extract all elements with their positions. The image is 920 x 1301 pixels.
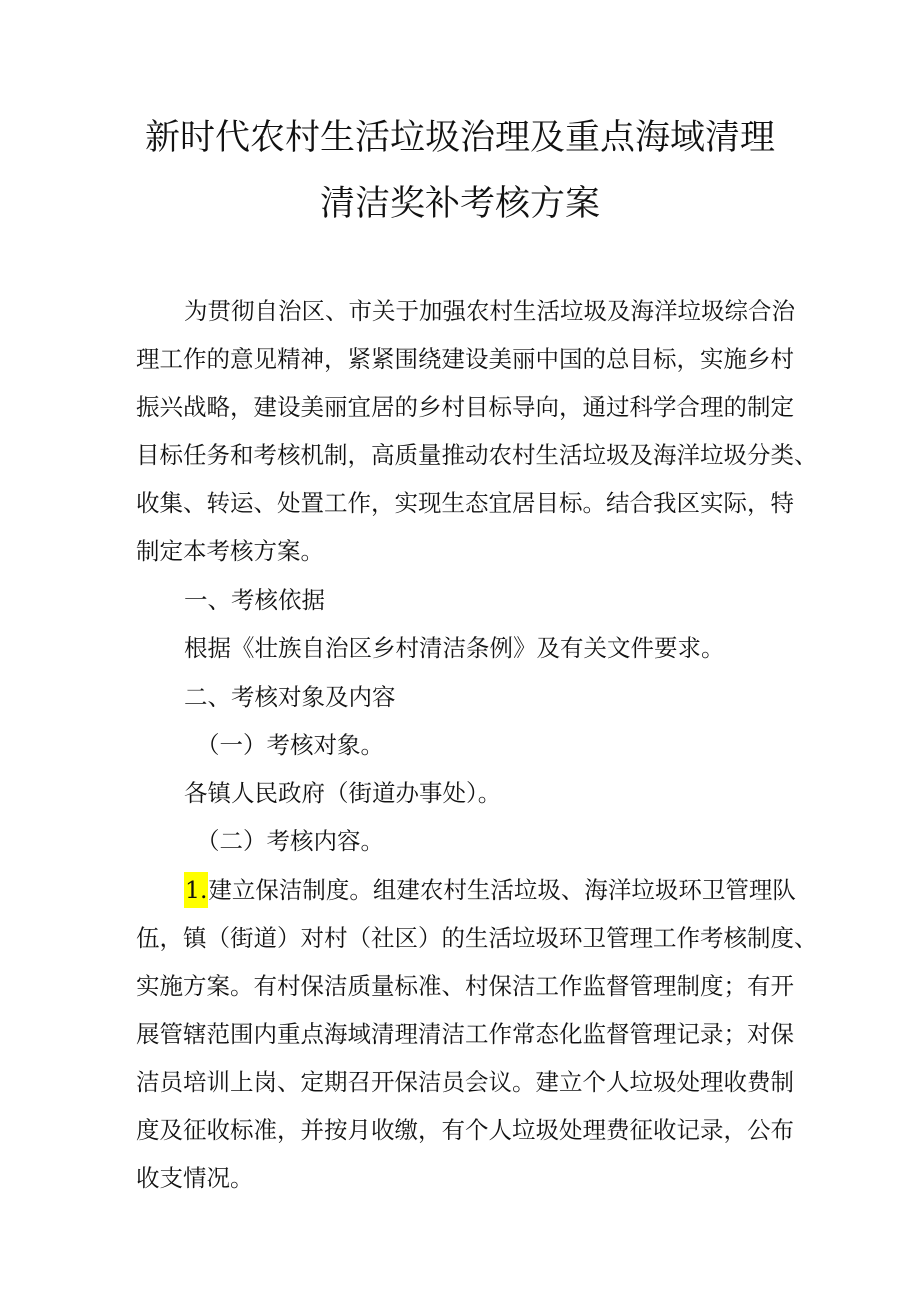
item-1-text: 建立保洁制度。组建农村生活垃圾、海洋垃圾环卫管理队 [208,876,796,904]
section-1-text: 根据《壮族自治区乡村清洁条例》及有关文件要求。 [184,634,725,662]
subsection-1-text: 各镇人民政府（街道办事处）。 [184,779,502,807]
item-1-number-highlight: 1. [184,872,208,908]
section-1-heading: 一、考核依据 [184,586,325,614]
intro-line-5: 收集、转运、处置工作，实现生态宜居目标。结合我区实际，特 [136,489,794,517]
subsection-1-heading: （一）考核对象。 [196,731,384,759]
item-1-line-4: 展管辖范围内重点海域清理清洁工作常态化监督管理记录；对保 [136,1020,794,1048]
intro-line-6: 制定本考核方案。 [136,537,324,565]
item-1-line-2: 伍，镇（街道）对村（社区）的生活垃圾环卫管理工作考核制度、 [136,924,818,952]
item-1-line-5: 洁员培训上岗、定期召开保洁员会议。建立个人垃圾处理收费制 [136,1068,794,1096]
document-title-line-1: 新时代农村生活垃圾治理及重点海域清理 [144,118,775,158]
section-2-heading: 二、考核对象及内容 [184,683,396,711]
intro-line-4: 目标任务和考核机制，高质量推动农村生活垃圾及海洋垃圾分类、 [136,441,818,469]
intro-line-3: 振兴战略，建设美丽宜居的乡村目标导向，通过科学合理的制定 [136,393,794,421]
item-1-line-1 [184,871,796,905]
item-1-line-3: 实施方案。有村保洁质量标准、村保洁工作监督管理制度；有开 [136,972,794,1000]
document-title-line-2: 清洁奖补考核方案 [319,184,600,224]
item-1-line-7: 收支情况。 [136,1164,254,1192]
item-1-line-6: 度及征收标准，并按月收缴，有个人垃圾处理费征收记录，公布 [136,1116,794,1144]
intro-line-1: 为贯彻自治区、市关于加强农村生活垃圾及海洋垃圾综合治 [184,297,795,325]
intro-line-2: 理工作的意见精神，紧紧围绕建设美丽中国的总目标，实施乡村 [136,345,794,373]
subsection-2-heading: （二）考核内容。 [196,827,384,855]
